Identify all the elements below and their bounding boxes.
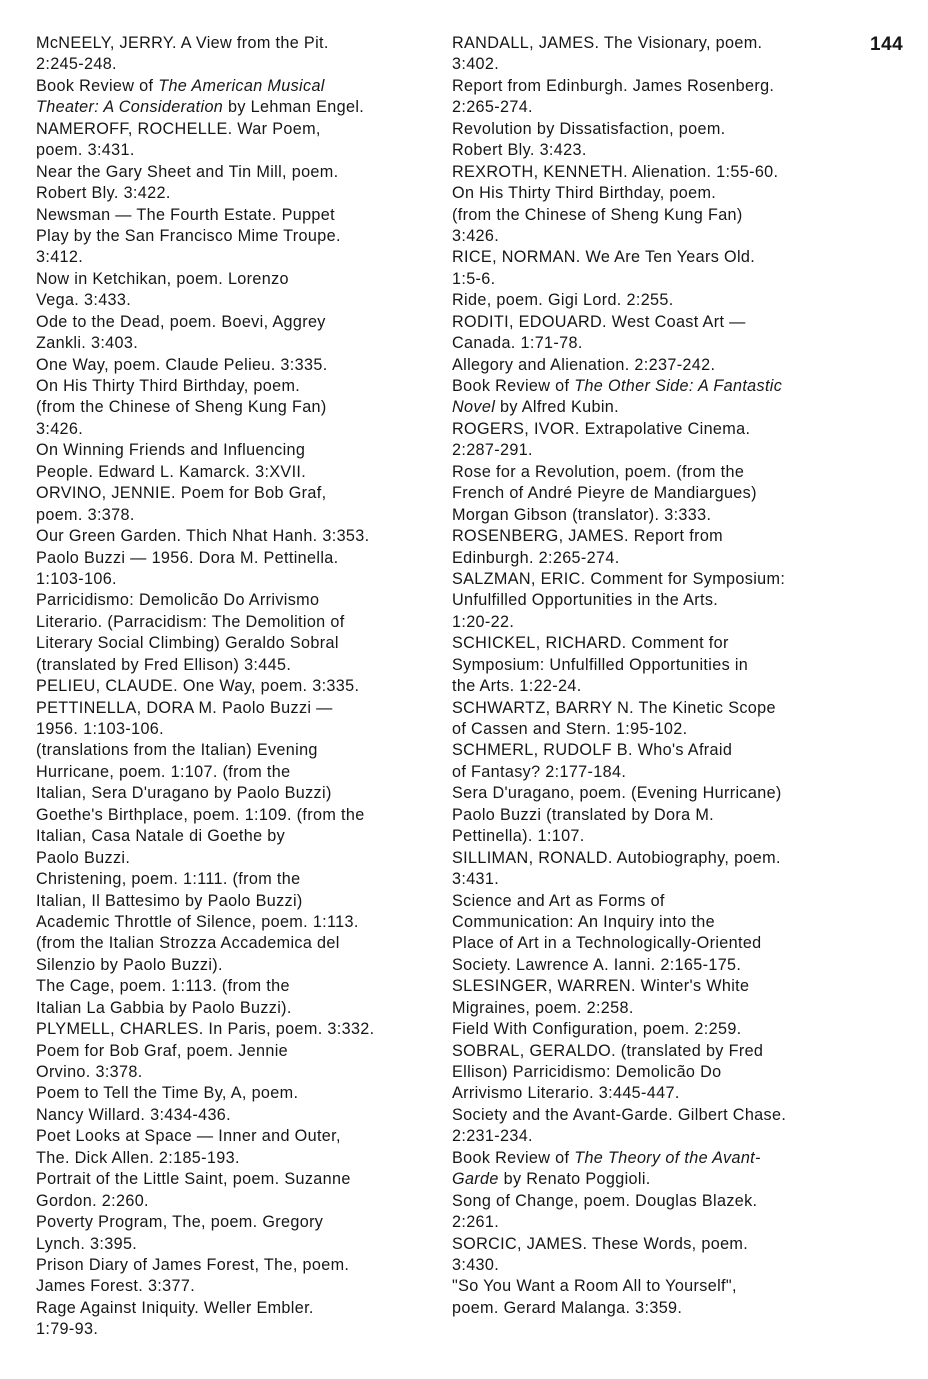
index-entry [36,355,431,376]
index-entry [452,247,852,290]
index-entry-line: 3:402. [452,55,500,74]
index-entry-line: Paolo Buzzi — 1956. Dora M. Pettinella. [36,548,339,567]
index-entry-line: Gordon. 2:260. [36,1191,149,1210]
italic-title: The Theory of the Avant- [574,1148,761,1167]
index-entry-line: of Fantasy? 2:177-184. [452,762,627,781]
index-entry [36,1298,431,1341]
index-entry-line: Near the Gary Sheet and Tin Mill, poem. [36,162,339,181]
index-entry-line: Pettinella). 1:107. [452,827,585,846]
index-entry-line: RODITI, EDOUARD. West Coast Art — [452,312,746,331]
index-entry [452,1191,852,1234]
index-entry-line: On His Thirty Third Birthday, poem. [36,377,301,395]
index-entry-line: Revolution by Dissatisfaction, poem. [452,119,726,138]
index-entry [452,740,852,783]
index-entry-line: (from the Italian Strozza Accademica del [36,934,340,953]
index-entry-line: Sera D'uragano, poem. (Evening Hurricane) [452,784,782,803]
index-entry-line: 1:103-106. [36,569,117,588]
index-entry-line: One Way, poem. Claude Pelieu. 3:335. [36,355,328,374]
index-entry-line: Poem for Bob Graf, poem. Jennie [36,1041,288,1060]
index-entry-line: Unfulfilled Opportunities in the Arts. [452,591,719,610]
index-entry-line: Place of Art in a Technologically-Oriented [452,934,762,953]
index-entry-line: Report from Edinburgh. James Rosenberg. [452,76,775,95]
index-entry-line: Canada. 1:71-78. [452,334,583,353]
index-entry-line: PLYMELL, CHARLES. In Paris, poem. 3:332. [36,1020,375,1039]
index-entry-line: SLESINGER, WARREN. Winter's White [452,977,750,996]
italic-title: Garde [452,1170,499,1189]
index-entry-line: Song of Change, poem. Douglas Blazek. [452,1191,758,1210]
index-entry [452,33,852,76]
index-entry-line: Literary Social Climbing) Geraldo Sobral [36,634,339,653]
index-entry-line: Allegory and Alienation. 2:237-242. [452,355,716,374]
index-entry [36,376,431,440]
italic-title: The Other Side: A Fantastic [574,377,783,395]
index-entry-line: PELIEU, CLAUDE. One Way, poem. 3:335. [36,677,360,696]
index-entry-line: 1:79-93. [36,1320,99,1339]
index-entry [36,483,431,526]
index-entry [452,162,852,248]
index-entry [36,162,431,205]
index-entry [36,269,431,312]
index-entry-line: Rage Against Iniquity. Weller Embler. [36,1298,314,1317]
index-entry-line: Goethe's Birthplace, poem. 1:109. (from the [36,805,365,824]
index-entry-line: Play by the San Francisco Mime Troupe. [36,226,341,245]
index-entry-line: Italian, Casa Natale di Goethe by [36,827,286,846]
index-entry [452,290,852,311]
index-entry [452,1105,852,1148]
index-entry-line: Lynch. 3:395. [36,1234,138,1253]
index-entry-line: (from the Chinese of Sheng Kung Fan) [36,398,327,417]
index-entry-line: poem. 3:378. [36,505,135,524]
index-entry-line: 2:265-274. [452,98,533,117]
index-entry-line: Robert Bly. 3:423. [452,141,587,160]
index-entry [36,33,431,76]
entry-text: Book Review of [452,1148,575,1167]
index-entry [36,1212,431,1255]
index-entry [36,119,431,162]
index-entry [36,526,431,547]
italic-title: Theater: A Consideration [36,98,224,117]
index-entry-line: poem. 3:431. [36,141,135,160]
index-entry-line: Morgan Gibson (translator). 3:333. [452,505,712,524]
index-entry-line: James Forest. 3:377. [36,1277,196,1296]
index-entry-line [452,1148,852,1169]
index-entry [36,1083,431,1126]
index-entry-line: Italian, Sera D'uragano by Paolo Buzzi) [36,784,332,803]
index-entry-line: 2:261. [452,1213,500,1232]
index-entry-line: 3:426. [452,226,500,245]
index-entry [452,119,852,162]
index-entry-line: Nancy Willard. 3:434-436. [36,1105,231,1124]
index-entry-line: 1956. 1:103-106. [36,720,165,738]
entry-text: by Alfred Kubin. [495,398,619,417]
index-entry [36,1126,431,1169]
index-entry-line: Christening, poem. 1:111. (from the [36,870,301,889]
index-entry [452,976,852,1019]
page-number: 144 [870,34,904,55]
index-entry-line: (from the Chinese of Sheng Kung Fan) [452,205,743,224]
index-entry [36,1255,431,1298]
index-entry [452,526,852,569]
index-entry-line: Academic Throttle of Silence, poem. 1:113. [36,912,359,931]
index-entry-line: McNEELY, JERRY. A View from the Pit. [36,34,329,52]
index-entry-line: Poem to Tell the Time By, A, poem. [36,1084,299,1103]
index-entry-line [452,376,852,397]
index-entry-line: RANDALL, JAMES. The Visionary, poem. [452,34,763,52]
index-entry-line: "So You Want a Room All to Yourself", [452,1277,737,1296]
index-entry [452,312,852,419]
index-entry-line: RICE, NORMAN. We Are Ten Years Old. [452,248,756,267]
italic-title: Novel [452,398,496,417]
index-entry [36,548,431,591]
index-entry-line: Zankli. 3:403. [36,334,139,353]
index-entry [36,440,431,483]
index-entry-line: Paolo Buzzi. [36,848,131,867]
entry-text: by Lehman Engel. [223,98,365,117]
index-entry-line: 3:426. [36,419,84,438]
index-entry-line: French of André Pieyre de Mandiargues) [452,484,757,503]
index-entry-line: On His Thirty Third Birthday, poem. [452,184,717,203]
index-entry-line: Parricidismo: Demolicão Do Arrivismo [36,591,320,610]
index-entry [452,698,852,741]
index-entry-line: SOBRAL, GERALDO. (translated by Fred [452,1041,764,1060]
index-entry-line: Ellison) Parricidismo: Demolicão Do [452,1063,722,1081]
index-entry [452,76,852,119]
index-entry-line: Edinburgh. 2:265-274. [452,548,620,567]
index-entry [36,76,431,119]
index-entry-line: SCHICKEL, RICHARD. Comment for [452,634,729,653]
index-entry-line: (translations from the Italian) Evening [36,741,318,760]
index-entry-line: (translated by Fred Ellison) 3:445. [36,655,292,674]
index-entry-line: People. Edward L. Kamarck. 3:XVII. [36,462,307,481]
index-entry [452,1234,852,1277]
index-entry-line: Prison Diary of James Forest, The, poem. [36,1255,350,1274]
index-entry-line: Society. Lawrence A. Ianni. 2:165-175. [452,955,742,974]
index-entry-line: 1:20-22. [452,612,515,631]
index-entry-line [452,1169,852,1190]
index-entry-line: On Winning Friends and Influencing [36,441,306,460]
index-entry [452,783,852,847]
index-entry [36,676,431,697]
index-entry-line: Orvino. 3:378. [36,1063,143,1081]
index-entry [452,1041,852,1105]
index-entry [36,1019,431,1040]
entry-text: Book Review of [452,377,575,395]
index-entry-line [36,97,431,118]
index-entry-line: Robert Bly. 3:422. [36,184,171,203]
index-entry [452,569,852,633]
index-entry-line: Portrait of the Little Saint, poem. Suzanne [36,1170,351,1189]
index-entry-line: SCHWARTZ, BARRY N. The Kinetic Scope [452,698,776,717]
index-entry-line: Vega. 3:433. [36,291,132,310]
index-entry-line: Italian, Il Battesimo by Paolo Buzzi) [36,891,303,910]
index-entry-line: Poverty Program, The, poem. Gregory [36,1213,324,1232]
index-entry-line: Literario. (Parracidism: The Demolition of [36,612,345,631]
index-entry-line: Ride, poem. Gigi Lord. 2:255. [452,291,674,310]
index-entry-line: 3:412. [36,248,84,267]
index-entry-line: Arrivismo Literario. 3:445-447. [452,1084,680,1103]
entry-text: Book Review of [36,76,159,95]
index-entry-line: PETTINELLA, DORA M. Paolo Buzzi — [36,698,333,717]
index-entry [36,205,431,269]
index-entry-line [452,397,852,418]
index-entry-line: ROGERS, IVOR. Extrapolative Cinema. [452,419,751,438]
index-entry-line: Migraines, poem. 2:258. [452,998,634,1017]
index-column-left [36,33,431,1341]
index-entry-line: Rose for a Revolution, poem. (from the [452,462,745,481]
index-entry [452,419,852,462]
index-entry-line: 2:287-291. [452,441,533,460]
index-entry [452,462,852,526]
index-entry-line: ORVINO, JENNIE. Poem for Bob Graf, [36,484,327,503]
italic-title: The American Musical [158,76,325,95]
index-entry-line: Paolo Buzzi (translated by Dora M. [452,805,715,824]
index-entry-line: 1:5-6. [452,269,496,288]
index-entry [452,891,852,977]
index-entry [452,1148,852,1191]
index-entry-line: SILLIMAN, RONALD. Autobiography, poem. [452,848,781,867]
index-entry-line: Newsman — The Fourth Estate. Puppet [36,205,335,224]
entry-text: by Renato Poggioli. [498,1170,651,1189]
index-entry-line: ROSENBERG, JAMES. Report from [452,527,724,546]
index-entry-line: 3:430. [452,1255,500,1274]
index-entry-line: Field With Configuration, poem. 2:259. [452,1020,742,1039]
index-entry [36,1169,431,1212]
index-entry-line: Science and Art as Forms of [452,891,665,910]
index-entry-line: Society and the Avant-Garde. Gilbert Chase. [452,1105,787,1124]
index-entry-line: poem. Gerard Malanga. 3:359. [452,1298,683,1317]
index-entry-line: Italian La Gabbia by Paolo Buzzi). [36,998,292,1017]
index-entry-line: Ode to the Dead, poem. Boevi, Aggrey [36,312,326,331]
index-entry-line: Hurricane, poem. 1:107. (from the [36,762,291,781]
index-entry [36,1041,431,1084]
index-column-right [452,33,852,1319]
index-entry-line: Poet Looks at Space — Inner and Outer, [36,1127,341,1146]
index-entry-line: Symposium: Unfulfilled Opportunities in [452,655,749,674]
index-entry-line: SALZMAN, ERIC. Comment for Symposium: [452,569,786,588]
index-entry-line [36,76,431,97]
index-entry-line: NAMEROFF, ROCHELLE. War Poem, [36,119,321,138]
index-entry [452,848,852,891]
index-entry [36,590,431,676]
index-entry-line: SORCIC, JAMES. These Words, poem. [452,1234,749,1253]
index-entry-line: The. Dick Allen. 2:185-193. [36,1148,240,1167]
index-entry [452,1276,852,1319]
index-entry-line: The Cage, poem. 1:113. (from the [36,977,290,996]
index-entry [452,1019,852,1040]
index-entry-line: SCHMERL, RUDOLF B. Who's Afraid [452,741,733,760]
index-entry-line: the Arts. 1:22-24. [452,677,582,696]
index-entry-line: 2:245-248. [36,55,117,74]
index-entry-line: 2:231-234. [452,1127,533,1146]
index-entry-line: Our Green Garden. Thich Nhat Hanh. 3:353. [36,527,370,546]
index-entry [36,698,431,1020]
index-entry-line: of Cassen and Stern. 1:95-102. [452,720,688,738]
index-entry-line: Silenzio by Paolo Buzzi). [36,955,223,974]
index-entry [452,633,852,697]
index-entry-line: 3:431. [452,870,500,889]
index-entry-line: Now in Ketchikan, poem. Lorenzo [36,269,289,288]
index-entry-line: REXROTH, KENNETH. Alienation. 1:55-60. [452,162,779,181]
index-entry-line: Communication: An Inquiry into the [452,912,715,931]
index-entry [36,312,431,355]
